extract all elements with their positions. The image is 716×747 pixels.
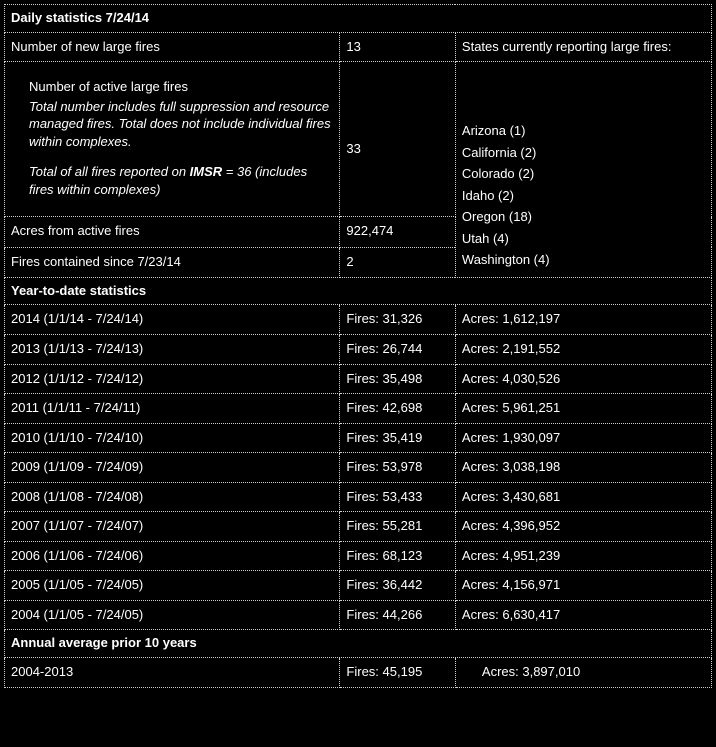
active-large-fires-note-1: Total number includes full suppression and resource managed fires. Total does not include individual fires within complexes.: [29, 98, 331, 149]
ytd-fires: Fires: 36,442: [340, 571, 455, 601]
table-row: [5, 600, 712, 630]
ytd-fires: Fires: 35,419: [340, 423, 455, 453]
annual-average-fires: Fires: 45,195: [340, 658, 455, 688]
fires-contained-value: 2: [340, 247, 455, 277]
table-row: [5, 658, 712, 688]
acres-active-fires-label: Acres from active fires: [5, 217, 340, 247]
fires-contained-label: Fires contained since 7/23/14: [5, 247, 340, 277]
ytd-period: 2007 (1/1/07 - 7/24/07): [5, 512, 340, 542]
acres-active-fires-value: 922,474: [340, 217, 455, 247]
ytd-acres: Acres: 1,930,097: [455, 423, 711, 453]
table-row: [5, 482, 712, 512]
ytd-acres: Acres: 4,951,239: [455, 541, 711, 571]
ytd-acres: Acres: 4,156,971: [455, 571, 711, 601]
ytd-acres: Acres: 5,961,251: [455, 394, 711, 424]
note-2-prefix: Total of all fires reported on: [29, 164, 190, 180]
table-row: [5, 335, 712, 365]
ytd-fires: Fires: 31,326: [340, 305, 455, 335]
ytd-period: 2004 (1/1/05 - 7/24/05): [5, 600, 340, 630]
ytd-period: 2013 (1/1/13 - 7/24/13): [5, 335, 340, 365]
ytd-fires: Fires: 26,744: [340, 335, 455, 365]
daily-statistics-heading: Daily statistics 7/24/14: [5, 5, 712, 33]
table-row: [5, 423, 712, 453]
ytd-acres: Acres: 4,030,526: [455, 364, 711, 394]
list-item: Washington (4): [461, 252, 550, 268]
table-row: [5, 364, 712, 394]
active-large-fires-row: [5, 62, 712, 217]
note-2-suffix: = 36 (includes fires within complexes): [29, 164, 308, 197]
table-row: [5, 541, 712, 571]
list-item: Utah (4): [461, 230, 509, 246]
new-large-fires-label: Number of new large fires: [5, 32, 340, 62]
ytd-acres: Acres: 4,396,952: [455, 512, 711, 542]
ytd-acres: Acres: 1,612,197: [455, 305, 711, 335]
list-item: California (2): [461, 144, 537, 160]
table-row: [5, 512, 712, 542]
active-large-fires-note-2: [29, 163, 333, 198]
daily-statistics-header-row: [5, 5, 712, 33]
ytd-period: 2010 (1/1/10 - 7/24/10): [5, 423, 340, 453]
note-spacer: [29, 150, 333, 163]
list-item: Arizona (1): [461, 123, 526, 139]
list-item: Colorado (2): [461, 166, 535, 182]
ytd-acres: Acres: 3,430,681: [455, 482, 711, 512]
imsr-abbr: IMSR: [189, 164, 223, 180]
table-row: [5, 394, 712, 424]
ytd-period: 2006 (1/1/06 - 7/24/06): [5, 541, 340, 571]
ytd-fires: Fires: 53,433: [340, 482, 455, 512]
ytd-fires: Fires: 42,698: [340, 394, 455, 424]
annual-average-acres: Acres: 3,897,010: [455, 658, 711, 688]
states-reporting-list: [455, 62, 711, 278]
fire-statistics-table: [4, 4, 712, 688]
active-large-fires-value: 33: [340, 62, 455, 217]
ytd-fires: Fires: 44,266: [340, 600, 455, 630]
active-large-fires-cell: [5, 62, 340, 217]
ytd-period: 2008 (1/1/08 - 7/24/08): [5, 482, 340, 512]
ytd-period: 2009 (1/1/09 - 7/24/09): [5, 453, 340, 483]
ytd-period: 2005 (1/1/05 - 7/24/05): [5, 571, 340, 601]
ytd-header-row: [5, 277, 712, 305]
states-reporting-header: States currently reporting large fires:: [455, 32, 711, 62]
list-item: Oregon (18): [461, 209, 532, 225]
annual-average-period: 2004-2013: [5, 658, 340, 688]
new-large-fires-row: [5, 32, 712, 62]
ytd-acres: Acres: 3,038,198: [455, 453, 711, 483]
annual-average-header-row: [5, 630, 712, 658]
active-large-fires-label: Number of active large fires: [29, 79, 188, 95]
ytd-acres: Acres: 6,630,417: [455, 600, 711, 630]
list-item: Idaho (2): [461, 187, 514, 203]
ytd-fires: Fires: 35,498: [340, 364, 455, 394]
ytd-period: 2014 (1/1/14 - 7/24/14): [5, 305, 340, 335]
ytd-fires: Fires: 68,123: [340, 541, 455, 571]
ytd-statistics-heading: Year-to-date statistics: [5, 277, 712, 305]
ytd-fires: Fires: 55,281: [340, 512, 455, 542]
ytd-fires: Fires: 53,978: [340, 453, 455, 483]
ytd-period: 2012 (1/1/12 - 7/24/12): [5, 364, 340, 394]
table-row: [5, 453, 712, 483]
table-row: [5, 571, 712, 601]
ytd-period: 2011 (1/1/11 - 7/24/11): [5, 394, 340, 424]
table-row: [5, 305, 712, 335]
ytd-acres: Acres: 2,191,552: [455, 335, 711, 365]
annual-average-heading: Annual average prior 10 years: [5, 630, 712, 658]
new-large-fires-value: 13: [340, 32, 455, 62]
